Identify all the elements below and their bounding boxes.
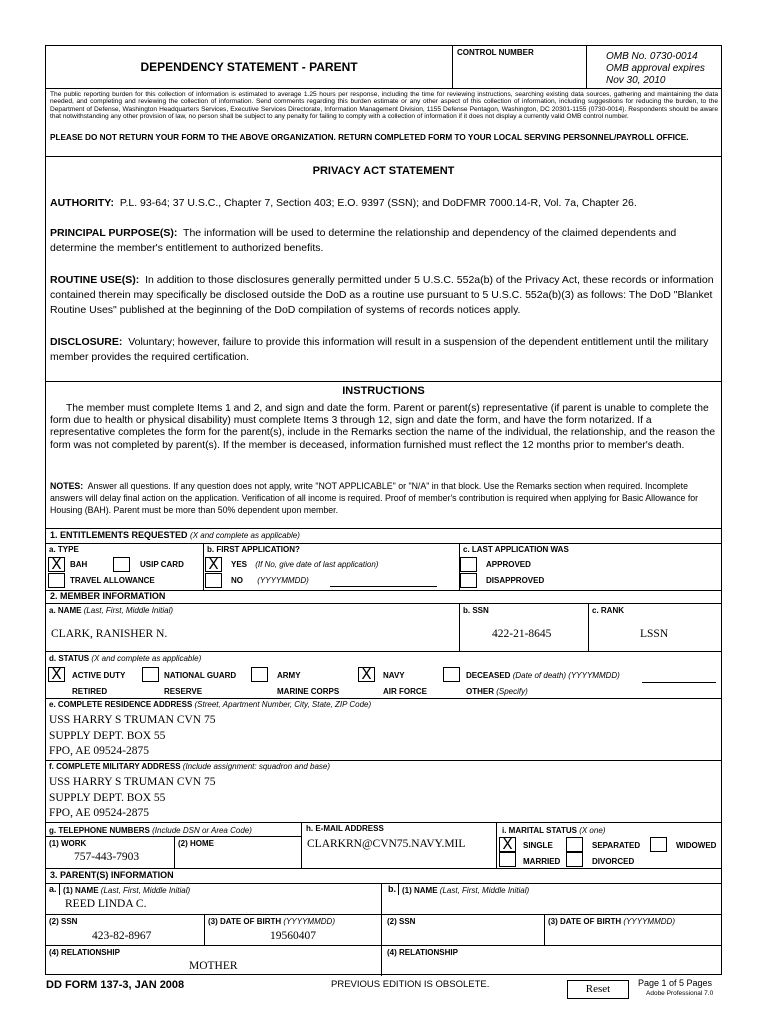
parent-b-relationship-label: (4) RELATIONSHIP — [387, 948, 458, 957]
ssn-label: b. SSN — [463, 606, 489, 615]
widowed-label: WIDOWED — [676, 841, 717, 850]
bah-label: BAH — [70, 560, 88, 569]
burden-statement: The public reporting burden for this collection of information is estimated to average 1.25 hours per response, including the time for reviewing instructions, searching existing data sources, gathering and maintaining the data needed, and completing and reviewing the collection of information. Send comments regarding this burden estimate or any other aspect of this collection of information, including suggestions for reducing the burden, to the Department of Defense, Washington Headquarters Services, Executive Services Directorate, Information Management Division, 1155 Defense Pentagon, Washington, DC 20301-1155 (0730-0014). Respondents should be aware that notwithstanding any other provision of law, no person shall be subject to any penalty for failing to comply with a collection of information if it does not display a currently valid OMB control number. — [50, 91, 718, 121]
bah-checkbox[interactable]: X — [48, 557, 65, 572]
control-number-label: CONTROL NUMBER — [457, 48, 534, 57]
type-label: a. TYPE — [49, 545, 79, 554]
form-number: DD FORM 137-3, JAN 2008 — [46, 979, 185, 991]
parent-b-marker: b. — [388, 884, 396, 894]
deceased-label — [466, 671, 620, 680]
military-line-1: USS HARRY S TRUMAN CVN 75 — [49, 776, 216, 788]
usip-card-checkbox[interactable] — [113, 557, 130, 572]
no-label — [231, 576, 309, 585]
privacy-title: PRIVACY ACT STATEMENT — [312, 165, 455, 177]
email-label: h. E-MAIL ADDRESS — [306, 824, 384, 833]
active-duty-label: ACTIVE DUTY — [72, 671, 126, 680]
parent-a-name-label — [63, 886, 190, 895]
purpose-text: The information will be used to determine the relationship and dependency of the claimed dependents and determine the member's entitlement to authorized benefits. — [50, 227, 677, 254]
military-line-3: FPO, AE 09524-2875 — [49, 807, 149, 819]
parent-a-ssn-label: (2) SSN — [49, 917, 78, 926]
section3-title: 3. PARENT(S) INFORMATION — [50, 870, 174, 880]
first-application-no-checkbox[interactable] — [205, 573, 222, 588]
military-address-label-text: f. COMPLETE MILITARY ADDRESS — [49, 762, 181, 771]
member-name-label — [49, 606, 173, 615]
retired-label: RETIRED — [72, 687, 108, 696]
parent-b-dob-label-text: (3) DATE OF BIRTH — [548, 917, 622, 926]
first-application-label: b. FIRST APPLICATION? — [207, 545, 300, 554]
member-name-label-text: a. NAME — [49, 606, 82, 615]
reset-button[interactable]: Reset — [567, 980, 629, 999]
disclosure-text: Voluntary; however, failure to provide this information will result in a suspension of the dependent entitlement until the military member provides the required certification. — [50, 336, 709, 363]
marital-status-note: (X one) — [579, 826, 606, 835]
routine-label: ROUTINE USE(S): — [50, 274, 140, 286]
notes-paragraph — [50, 480, 718, 517]
army-label: ARMY — [277, 671, 301, 680]
parent-b-dob-note: (YYYYMMDD) — [623, 917, 675, 926]
other-text: OTHER — [466, 687, 494, 696]
member-name-value[interactable]: CLARK, RANISHER N. — [51, 628, 168, 640]
return-warning: PLEASE DO NOT RETURN YOUR FORM TO THE ABOVE ORGANIZATION. RETURN COMPLETED FORM TO YOUR LOCAL SERVING PERSONNEL/PAYROLL OFFICE. — [50, 133, 689, 142]
married-label: MARRIED — [523, 857, 561, 866]
parent-a-dob-note: (YYYYMMDD) — [283, 917, 335, 926]
no-text: NO — [231, 576, 243, 585]
parent-a-dob-value[interactable]: 19560407 — [270, 930, 316, 942]
parent-a-name-note: (Last, First, Middle Initial) — [100, 886, 191, 895]
purpose-label: PRINCIPAL PURPOSE(S): — [50, 227, 178, 239]
title-cell — [46, 46, 452, 88]
single-label: SINGLE — [523, 841, 553, 850]
travel-allowance-label: TRAVEL ALLOWANCE — [70, 576, 155, 585]
authority-label: AUTHORITY: — [50, 197, 114, 209]
status-label-text: d. STATUS — [49, 654, 90, 663]
parent-a-marker: a. — [49, 884, 57, 894]
parent-b-ssn-label: (2) SSN — [387, 917, 416, 926]
member-rank-value[interactable]: LSSN — [640, 628, 669, 640]
date-of-death-line[interactable] — [642, 682, 716, 683]
divorced-label: DIVORCED — [592, 857, 635, 866]
purpose-paragraph — [50, 226, 718, 256]
parent-a-relationship-label: (4) RELATIONSHIP — [49, 948, 120, 957]
residence-label — [49, 700, 371, 709]
email-value[interactable]: CLARKRN@CVN75.NAVY.MIL — [307, 838, 466, 850]
approved-checkbox[interactable] — [460, 557, 477, 572]
disapproved-checkbox[interactable] — [460, 573, 477, 588]
military-address-note: (Include assignment: squadron and base) — [182, 762, 330, 771]
divorced-checkbox[interactable] — [566, 852, 583, 867]
notes-text: Answer all questions. If any question does not apply, write "NOT APPLICABLE" or "N/A" in that block. Use the Remarks section when required. Incomplete answers will delay final action on the application. Verification of all income is required. Proof of member's contribution is required when applying for Basic Allowance for Housing (BAH). Parent must be more than 50% dependent upon member. — [50, 481, 699, 516]
omb-number: OMB No. 0730-0014 — [606, 51, 698, 62]
no-date-note: (YYYYMMDD) — [257, 576, 309, 585]
army-checkbox[interactable] — [251, 667, 268, 682]
active-duty-checkbox[interactable]: X — [48, 667, 65, 682]
residence-address[interactable] — [49, 713, 215, 760]
parent-b-name-note: (Last, First, Middle Initial) — [439, 886, 530, 895]
military-address-label — [49, 762, 330, 771]
residence-line-1: USS HARRY S TRUMAN CVN 75 — [49, 714, 216, 726]
deceased-note: (Date of death) (YYYYMMDD) — [512, 671, 620, 680]
deceased-text: DECEASED — [466, 671, 511, 680]
form-title: DEPENDENCY STATEMENT - PARENT — [140, 60, 358, 74]
reserve-label: RESERVE — [164, 687, 203, 696]
parent-b-name-label-text: (1) NAME — [402, 886, 438, 895]
disclosure-paragraph — [50, 335, 718, 365]
status-note: (X and complete as applicable) — [91, 654, 202, 663]
section1-title: 1. ENTITLEMENTS REQUESTED — [50, 530, 188, 540]
previous-edition-note: PREVIOUS EDITION IS OBSOLETE. — [331, 979, 490, 990]
military-line-2: SUPPLY DEPT. BOX 55 — [49, 791, 166, 804]
yes-label — [231, 560, 378, 569]
residence-note: (Street, Apartment Number, City, State, ZIP Code) — [194, 700, 372, 709]
separated-label: SEPARATED — [592, 841, 641, 850]
telephone-note: (Include DSN or Area Code) — [152, 826, 252, 835]
air-force-label: AIR FORCE — [383, 687, 427, 696]
last-application-date-line[interactable] — [330, 586, 437, 587]
section2-title: 2. MEMBER INFORMATION — [50, 591, 166, 601]
married-checkbox[interactable] — [499, 852, 516, 867]
residence-line-2: SUPPLY DEPT. BOX 55 — [49, 729, 166, 742]
member-name-note: (Last, First, Middle Initial) — [83, 606, 174, 615]
notes-label: NOTES: — [50, 481, 84, 491]
member-ssn-value[interactable]: 422-21-8645 — [492, 628, 552, 640]
authority-text: P.L. 93-64; 37 U.S.C., Chapter 7, Section 403; E.O. 9397 (SSN); and DoDFMR 7000.14-R, Vol. 7a, Chapter 26. — [119, 197, 637, 209]
travel-allowance-checkbox[interactable] — [48, 573, 65, 588]
other-label — [466, 687, 528, 696]
rank-label: c. RANK — [592, 606, 625, 615]
national-guard-label: NATIONAL GUARD — [164, 671, 237, 680]
instructions-title: INSTRUCTIONS — [342, 385, 425, 397]
usip-card-label: USIP CARD — [140, 560, 184, 569]
navy-label: NAVY — [383, 671, 405, 680]
parent-a-relationship-value[interactable]: MOTHER — [189, 960, 238, 972]
residence-line-3: FPO, AE 09524-2875 — [49, 745, 149, 757]
parent-a-name-label-text: (1) NAME — [63, 886, 99, 895]
home-phone-label: (2) HOME — [178, 839, 214, 848]
omb-approval: OMB approval expires — [606, 63, 705, 74]
routine-text: In addition to those disclosures generally permitted under 5 U.S.C. 552a(b) of the Privacy Act, these records or information contained therein may specifically be disclosed outside the DoD as a routine use pursuant to 5 U.S.C. 552a(b)(3) as follows: The DoD "Blanket Routine Uses" published at the beginning of the DoD compilation of systems of records notices apply. — [50, 274, 714, 316]
parent-a-name-value[interactable]: REED LINDA C. — [65, 898, 147, 910]
parent-a-dob-label-text: (3) DATE OF BIRTH — [208, 917, 282, 926]
approved-label: APPROVED — [486, 560, 531, 569]
yes-text: YES — [231, 560, 248, 569]
telephone-label-text: g. TELEPHONE NUMBERS — [49, 826, 150, 835]
single-checkbox[interactable]: X — [499, 837, 516, 852]
status-label — [49, 654, 201, 663]
authority-paragraph — [50, 196, 718, 211]
yes-note: (If No, give date of last application) — [255, 560, 379, 569]
instructions-text: The member must complete Items 1 and 2, and sign and date the form. Parent or parent(s) representative (if parent is unable to complete the form due to health or physical disability) must complete Items 3 through 12, sign and date the form, and have the form notarized. If a representative completes the form for the parent(s), include in the Remarks section the name of the individual, the relationship, and the reason the form was not completed by parent(s). If the member is deceased, information furnished must reflect the 12 months prior to member's death. — [50, 403, 716, 451]
parent-a-ssn-value[interactable]: 423-82-8967 — [92, 930, 152, 942]
national-guard-checkbox[interactable] — [142, 667, 159, 682]
marital-status-label-text: i. MARITAL STATUS — [502, 826, 577, 835]
parent-a-dob-label — [208, 917, 335, 926]
deceased-checkbox[interactable] — [443, 667, 460, 682]
omb-expires: Nov 30, 2010 — [606, 75, 666, 86]
parent-b-name-label — [402, 886, 529, 895]
section1-heading — [50, 530, 300, 540]
work-phone-value[interactable]: 757-443-7903 — [74, 851, 140, 863]
first-application-yes-checkbox[interactable]: X — [205, 557, 222, 572]
parent-b-dob-label — [548, 917, 675, 926]
navy-checkbox[interactable]: X — [358, 667, 375, 682]
omb-block — [606, 51, 705, 87]
dd-form-137-3 — [45, 45, 722, 975]
separated-checkbox[interactable] — [566, 837, 583, 852]
work-phone-label: (1) WORK — [49, 839, 87, 848]
marital-status-label — [502, 826, 605, 835]
telephone-label — [49, 826, 252, 835]
widowed-checkbox[interactable] — [650, 837, 667, 852]
disclosure-label: DISCLOSURE: — [50, 336, 123, 348]
marine-corps-label: MARINE CORPS — [277, 687, 340, 696]
disapproved-label: DISAPPROVED — [486, 576, 545, 585]
other-note: (Specify) — [496, 687, 528, 696]
residence-label-text: e. COMPLETE RESIDENCE ADDRESS — [49, 700, 193, 709]
last-application-label: c. LAST APPLICATION WAS — [463, 545, 569, 554]
section1-note: (X and complete as applicable) — [190, 531, 300, 540]
routine-use-paragraph — [50, 273, 718, 318]
page-count: Page 1 of 5 Pages — [638, 978, 713, 988]
military-address[interactable] — [49, 775, 215, 822]
software-note: Adobe Professional 7.0 — [646, 990, 714, 997]
